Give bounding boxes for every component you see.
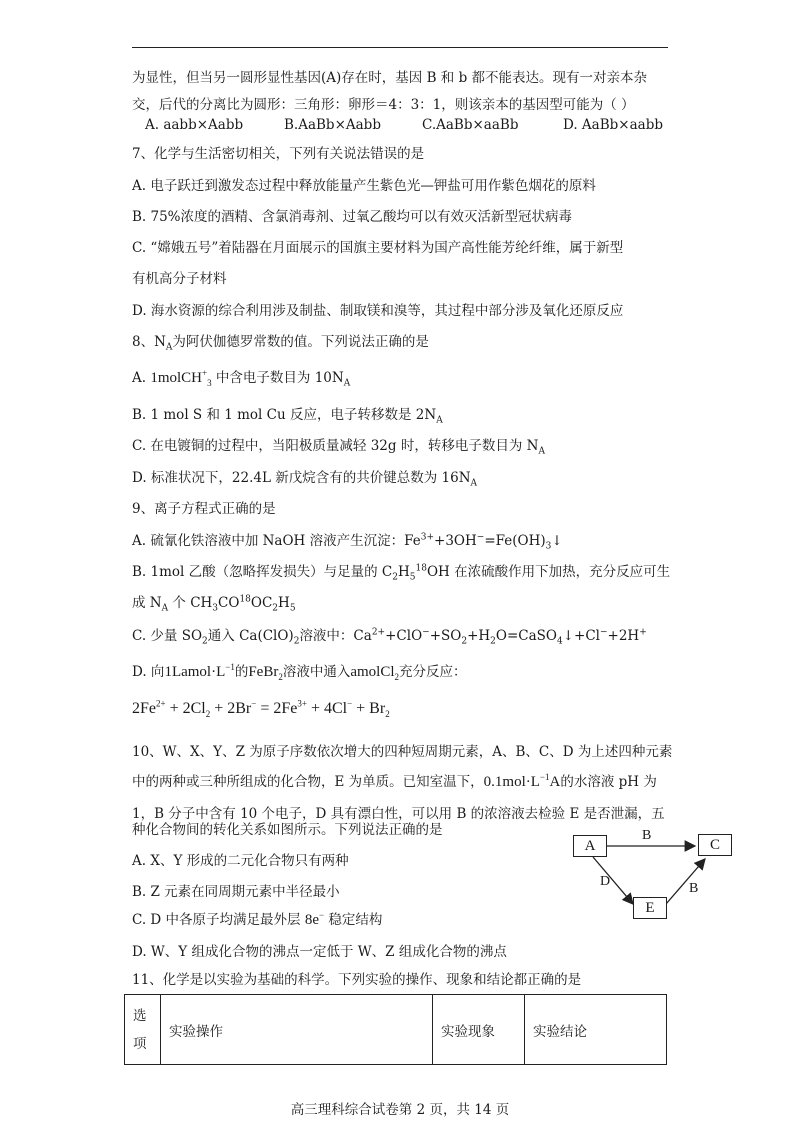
q10-line-2: 中的两种或三种所组成的化合物，E 为单质。已知室温下，$0.1mol\cdot L^{-1}A$的水溶液 pH 为 <box>132 772 657 790</box>
q7-option-b: B. 75%浓度的酒精、含氯消毒剂、过氧乙酸均可以有效灭活新型冠状病毒 <box>132 209 573 225</box>
q11-header-phenomenon: 实验现象 <box>433 995 525 1065</box>
q10-option-c: C. D 中各原子均满足最外层 8e− 稳定结构 <box>132 910 383 928</box>
q10-option-d: D. W、Y 组成化合物的沸点一定低于 W、Z 组成化合物的沸点 <box>132 944 507 960</box>
diagram-node-c: C <box>698 834 732 856</box>
q7-option-c-line1: C. “嫦娥五号”着陆器在月面展示的国旗主要材料为国产高性能芳纶纤维，属于新型 <box>132 240 624 256</box>
diagram-label-b-top: B <box>642 828 652 843</box>
q6-option-d: D. AaBb×aabb <box>563 117 663 133</box>
q10-option-a: A. X、Y 形成的二元化合物只有两种 <box>132 853 349 869</box>
q11-header-operation: 实验操作 <box>161 995 433 1065</box>
reaction-diagram <box>565 826 745 922</box>
q11-stem: 11、化学是以实验为基础的科学。下列实验的操作、现象和结论都正确的是 <box>132 972 582 988</box>
q8-stem: 8、$N_A$为阿伏伽德罗常数的值。下列说法正确的是 <box>132 334 429 353</box>
q7-option-a: A. 电子跃迁到激发态过程中释放能量产生紫色光—钾盐可用作紫色烟花的原料 <box>132 178 596 194</box>
q10-option-b: B. Z 元素在同周期元素中半径最小 <box>132 884 340 900</box>
q9-option-b-line1: B. 1mol 乙酸（忽略挥发损失）与足量的 $C_2H_5^{18}OH$ 在浓硫酸作用下加热，充分反应可生 <box>132 563 671 583</box>
q9-option-c: C. 少量 $SO_2$通入 $Ca(ClO)_2$溶液中：$Ca^{2+}+ClO^-+SO_2+H_2O=CaSO_4↓+Cl^-+2H^+$ <box>132 627 647 647</box>
q11-header-conclusion: 实验结论 <box>525 995 667 1065</box>
q11-header-option: 选 项 <box>125 995 161 1065</box>
diagram-label-b-right: B <box>689 881 699 896</box>
q6-option-b: B.AaBb×Aabb <box>284 117 381 133</box>
q9-option-a: A. 硫氰化铁溶液中加 NaOH 溶液产生沉淀：$Fe^{3+}+3OH^-=Fe(OH)_3↓$ <box>132 532 563 552</box>
q7-option-d: D. 海水资源的综合利用涉及制盐、制取镁和溴等，其过程中部分涉及氧化还原反应 <box>132 303 624 319</box>
header-rule <box>132 47 668 48</box>
q7-stem: 7、化学与生活密切相关，下列有关说法错误的是 <box>132 146 425 162</box>
diagram-label-d: D <box>600 874 611 889</box>
q11-table <box>124 994 667 1065</box>
q6-line-1: 为显性，但当另一圆形显性基因(A)存在时，基因 B 和 b 都不能表达。现有一对亲本杂 <box>132 70 648 86</box>
arrow-a-to-e <box>593 857 633 904</box>
page-footer: 高三理科综合试卷第 2 页，共 14 页 <box>290 1102 510 1118</box>
diagram-node-e: E <box>633 897 667 919</box>
q9-equation: $2Fe^{2+} + 2Cl_2 + 2Br^- = 2Fe^{3+} + 4Cl^- + Br_2$ <box>132 698 390 720</box>
q8-option-b: B. 1 mol S 和 1 mol Cu 反应，电子转移数是 $2N_A$ <box>132 407 443 426</box>
diagram-node-a: A <box>573 835 607 857</box>
q9-option-b-line2: 成 $N_A$ 个 $CH_3CO^{18}OC_2H_5$ <box>132 594 296 614</box>
q6-line-2: 交，后代的分离比为圆形：三角形：卵形＝4：3：1，则该亲本的基因型可能为（ ） <box>132 97 635 113</box>
arrow-e-to-c <box>666 859 705 904</box>
q7-option-c-line2: 有机高分子材料 <box>132 271 227 287</box>
q6-option-c: C.AaBb×aaBb <box>422 117 519 133</box>
q10-line-1: 10、W、X、Y、Z 为原子序数依次增大的四种短周期元素，A、B、C、D 为上述四种元素 <box>132 744 673 760</box>
q11-table-header-row <box>125 995 667 1065</box>
q8-option-a: A. 1molCH+$_3$ 中含电子数目为 $10N_A$ <box>132 368 351 389</box>
q8-option-c: C. 在电镀铜的过程中，当阳极质量减轻 32g 时，转移电子数目为 $N_A$ <box>132 438 545 457</box>
q9-option-d: D. 向$1Lamol\cdot L^{-1}$的FeBr$_2$溶液中通入amolCl$_2$充分反应： <box>132 662 467 682</box>
q9-stem: 9、离子方程式正确的是 <box>132 501 276 517</box>
q10-line-4: 种化合物间的转化关系如图所示。下列说法正确的是 <box>132 822 443 838</box>
q6-option-a: A. aabb×Aabb <box>145 117 244 133</box>
q10-line-3: 1，B 分子中含有 10 个电子，D 具有漂白性，可以用 B 的浓溶液去检验 E 是否泄漏，五 <box>132 806 665 822</box>
q8-option-d: D. 标准状况下，22.4L 新戊烷含有的共价键总数为 $16N_A$ <box>132 470 478 489</box>
